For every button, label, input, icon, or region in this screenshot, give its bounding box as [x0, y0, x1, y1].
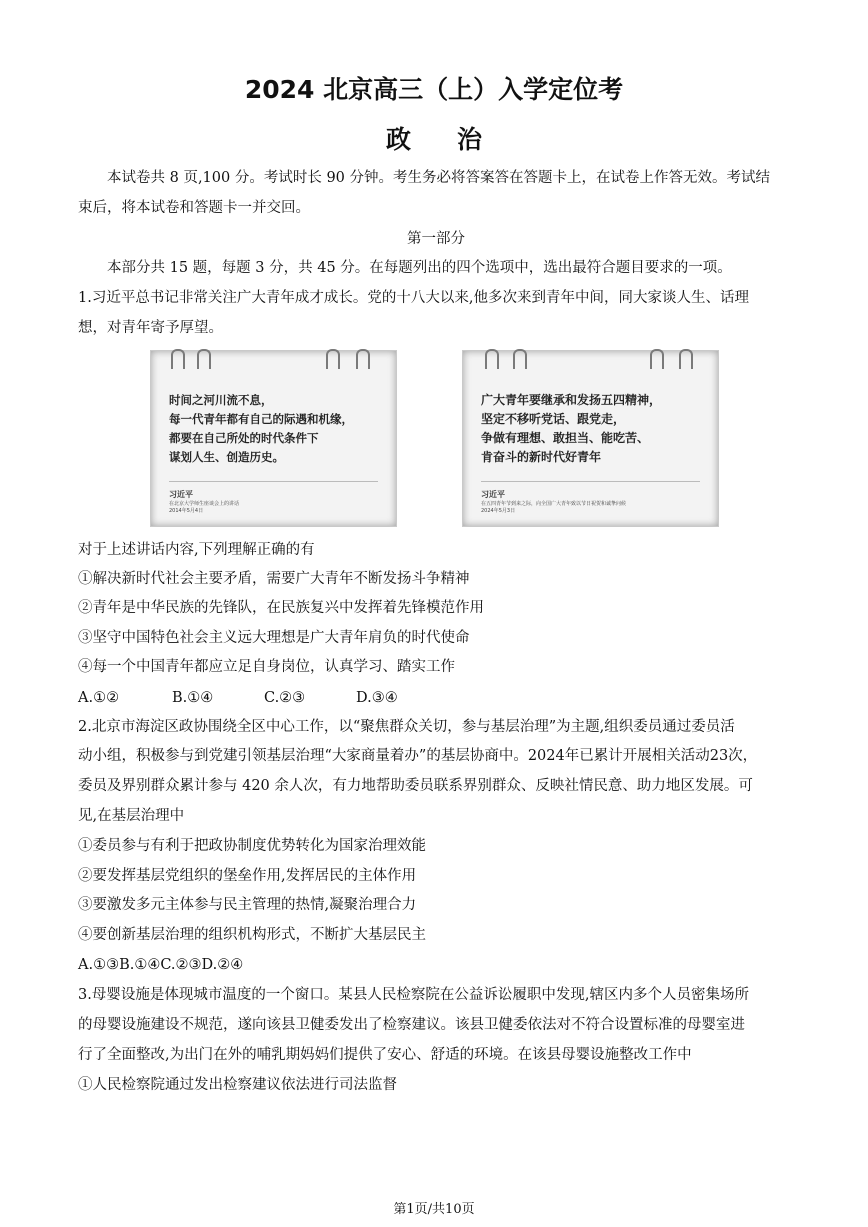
q3-stem-line: 3.母婴设施是体现城市温度的一个窗口。某县人民检察院在公益诉讼履职中发现,辖区内多个人员密集场所	[78, 987, 749, 1003]
card-1-source-date: 2014年5月4日	[169, 508, 204, 514]
q1-stem-line-1: 1.习近平总书记非常关注广大青年成才成长。党的十八大以来,他多次来到青年中间，同大家谈人生、话理	[78, 290, 749, 306]
q1-option-c: C.②③	[264, 690, 306, 706]
card-1-quote-line: 谋划人生、创造历史。	[169, 450, 284, 464]
card-1-source-line: 在北京大学师生座谈会上的讲话	[169, 501, 240, 507]
q2-options: A.①③B.①④C.②③D.②④	[78, 957, 244, 973]
binder-ring-icon	[679, 349, 693, 369]
binder-ring-icon	[650, 349, 664, 369]
q2-stem-line: 2.北京市海淀区政协围绕全区中心工作，以“聚焦群众关切，参与基层治理”为主题,组织委员通过委员活	[78, 719, 735, 735]
q2-stem-line: 动小组，积极参与到党建引领基层治理“大家商量着办”的基层协商中。2024年已累计开展相关活动23次，	[78, 748, 758, 764]
card-2-source	[481, 501, 626, 515]
q2-item: ③要激发多元主体参与民主管理的热情,凝聚治理合力	[78, 897, 417, 913]
q2-item: ①委员参与有利于把政协制度优势转化为国家治理效能	[78, 838, 426, 854]
binder-ring-icon	[356, 349, 370, 369]
q2-item: ②要发挥基层党组织的堡垒作用,发挥居民的主体作用	[78, 868, 417, 884]
part-heading: 第一部分	[407, 231, 465, 247]
binder-ring-icon	[326, 349, 340, 369]
card-1-quote-line: 时间之河川流不息，	[169, 393, 273, 407]
subject-title: 政治	[385, 125, 528, 154]
card-2-quote	[481, 391, 661, 467]
card-2-quote-line: 肯奋斗的新时代好青年	[481, 450, 602, 464]
card-1-quote-line: 都要在自己所处的时代条件下	[169, 431, 319, 445]
quote-card-1	[150, 350, 397, 527]
binder-ring-icon	[171, 349, 185, 369]
q1-prompt: 对于上述讲话内容,下列理解正确的有	[78, 542, 315, 558]
page-footer: 第1页/共10页	[393, 1202, 475, 1217]
q2-stem-line: 见,在基层治理中	[78, 808, 185, 824]
q2-item: ④要创新基层治理的组织机构形式，不断扩大基层民主	[78, 927, 426, 943]
quote-card-2	[462, 350, 719, 527]
q1-item: ②青年是中华民族的先锋队，在民族复兴中发挥着先锋模范作用	[78, 600, 484, 616]
binder-ring-icon	[197, 349, 211, 369]
q1-option-b: B.①④	[172, 690, 214, 706]
card-2-divider	[481, 481, 700, 482]
q1-item: ③坚守中国特色社会主义远大理想是广大青年肩负的时代使命	[78, 630, 470, 646]
card-2-author: 习近平	[481, 490, 505, 499]
q1-item: ①解决新时代社会主要矛盾，需要广大青年不断发扬斗争精神	[78, 571, 470, 587]
q2-stem-line: 委员及界别群众累计参与 420 余人次，有力地帮助委员联系界别群众、反映社情民意、助力地区发展。可	[78, 778, 753, 794]
card-2-source-line: 在五四青年节到来之际，向全国广大青年致以节日祝贺和诚挚问候	[481, 501, 627, 507]
part-instruction: 本部分共 15 题，每题 3 分，共 45 分。在每题列出的四个选项中，选出最符合题目要求的一项。	[107, 260, 732, 276]
exam-title: 2024 北京高三（上）入学定位考	[244, 75, 624, 104]
intro-line-2: 束后，将本试卷和答题卡一并交回。	[78, 200, 310, 216]
q3-stem-line: 行了全面整改,为出门在外的哺乳期妈妈们提供了安心、舒适的环境。在该县母婴设施整改工作中	[78, 1047, 692, 1063]
q1-option-a: A.①②	[78, 690, 120, 706]
binder-ring-icon	[513, 349, 527, 369]
card-1-author: 习近平	[169, 490, 193, 499]
q1-option-d: D.③④	[356, 690, 398, 706]
card-1-quote-line: 每一代青年都有自己的际遇和机缘，	[169, 412, 353, 426]
q3-stem-line: 的母婴设施建设不规范，遂向该县卫健委发出了检察建议。该县卫健委依法对不符合设置标准的母婴室进	[78, 1017, 745, 1033]
intro-line-1: 本试卷共 8 页,100 分。考试时长 90 分钟。考生务必将答案答在答题卡上，在试卷上作答无效。考试结	[107, 170, 771, 186]
card-2-quote-line: 广大青年要继承和发扬五四精神，	[481, 393, 662, 407]
binder-ring-icon	[485, 349, 499, 369]
card-2-source-date: 2024年5月3日	[481, 508, 516, 514]
q1-item: ④每一个中国青年都应立足自身岗位，认真学习、踏实工作	[78, 659, 455, 675]
q1-options	[78, 688, 794, 708]
card-1-quote	[169, 391, 353, 467]
card-1-divider	[169, 481, 378, 482]
q3-item: ①人民检察院通过发出检察建议依法进行司法监督	[78, 1077, 397, 1093]
card-2-quote-line: 坚定不移听党话、跟党走，	[481, 412, 626, 426]
q1-stem-line-2: 想，对青年寄予厚望。	[78, 320, 223, 336]
card-1-source	[169, 501, 239, 515]
card-2-quote-line: 争做有理想、敢担当、能吃苦、	[481, 431, 650, 445]
